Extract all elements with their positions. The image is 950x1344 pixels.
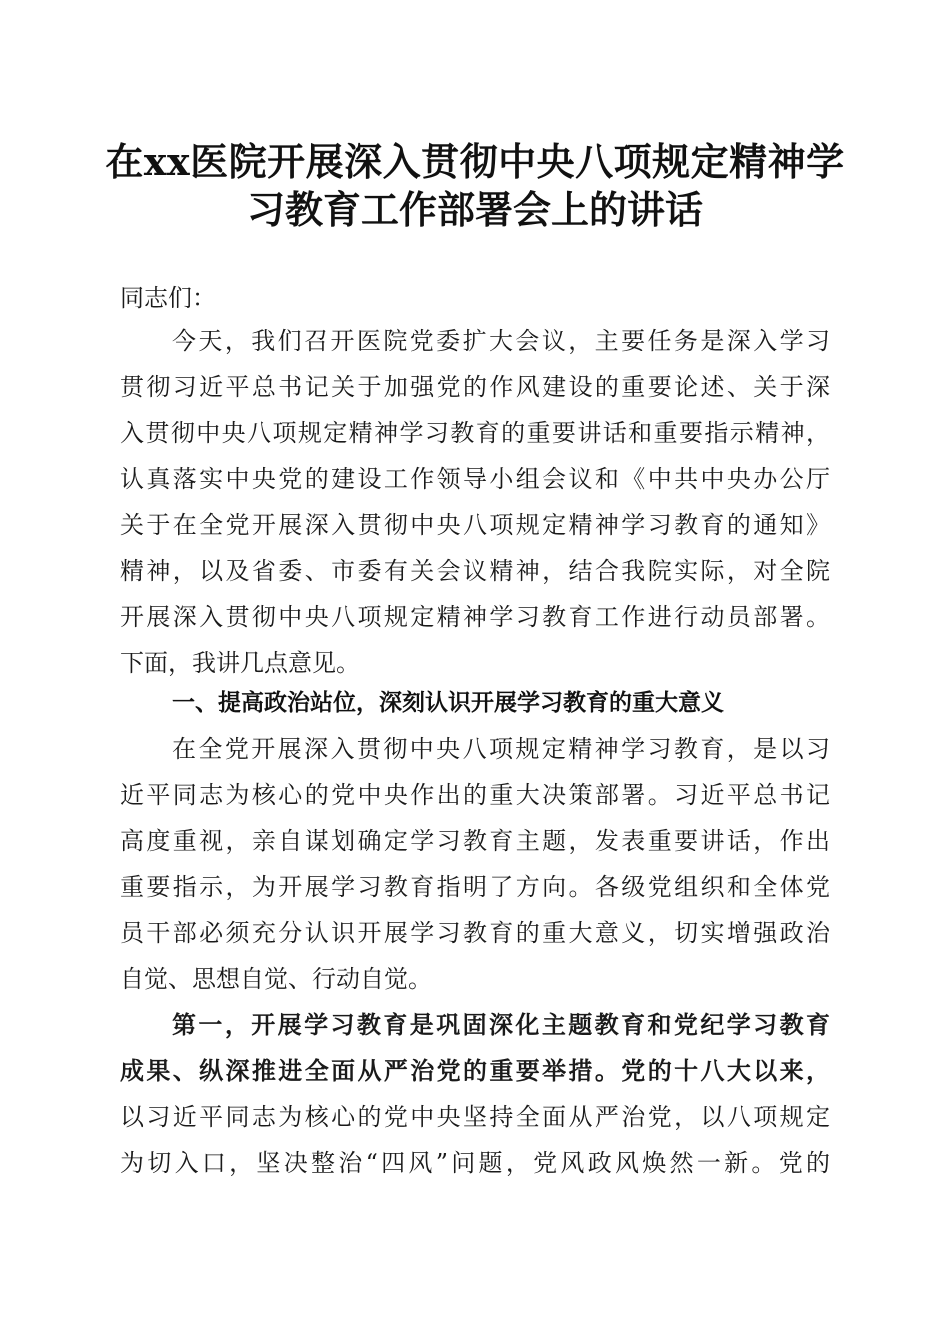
para3-line: 为切入口，坚决整治“四风”问题，党风政风焕然一新。党的 xyxy=(120,1149,830,1177)
para2-line: 近平同志为核心的党中央作出的重大决策部署。习近平总书记 xyxy=(120,781,830,809)
document-title-line-2: 习教育工作部署会上的讲话 xyxy=(246,187,703,232)
salutation: 同志们： xyxy=(120,284,216,312)
para3-line: 成果、纵深推进全面从严治党的重要举措。党的十八大以来， xyxy=(120,1056,830,1085)
para1-line: 精神，以及省委、市委有关会议精神，结合我院实际，对全院 xyxy=(120,557,830,585)
para1-line: 今天，我们召开医院党委扩大会议，主要任务是深入学习 xyxy=(172,327,830,355)
para2-line: 重要指示，为开展学习教育指明了方向。各级党组织和全体党 xyxy=(120,873,830,901)
document-title-line-1: 在xx医院开展深入贯彻中央八项规定精神学 xyxy=(105,139,845,184)
para3-line: 第一，开展学习教育是巩固深化主题教育和党纪学习教育 xyxy=(172,1010,830,1039)
para1-line: 入贯彻中央八项规定精神学习教育的重要讲话和重要指示精神， xyxy=(120,419,830,447)
para1-line: 下面，我讲几点意见。 xyxy=(120,649,360,677)
para2-line: 自觉、思想自觉、行动自觉。 xyxy=(120,965,432,993)
para2-line: 高度重视，亲自谋划确定学习教育主题，发表重要讲话，作出 xyxy=(120,827,830,855)
para1-line: 关于在全党开展深入贯彻中央八项规定精神学习教育的通知》 xyxy=(120,511,830,539)
para1-line: 贯彻习近平总书记关于加强党的作风建设的重要论述、关于深 xyxy=(120,373,830,401)
section-heading-1: 一、提高政治站位，深刻认识开展学习教育的重大意义 xyxy=(172,690,724,716)
para1-line: 认真落实中央党的建设工作领导小组会议和《中共中央办公厅 xyxy=(120,465,830,493)
para3-line: 以习近平同志为核心的党中央坚持全面从严治党，以八项规定 xyxy=(120,1103,830,1131)
para1-line: 开展深入贯彻中央八项规定精神学习教育工作进行动员部署。 xyxy=(120,603,830,631)
para2-line: 在全党开展深入贯彻中央八项规定精神学习教育，是以习 xyxy=(172,735,830,763)
para2-line: 员干部必须充分认识开展学习教育的重大意义，切实增强政治 xyxy=(120,919,830,947)
